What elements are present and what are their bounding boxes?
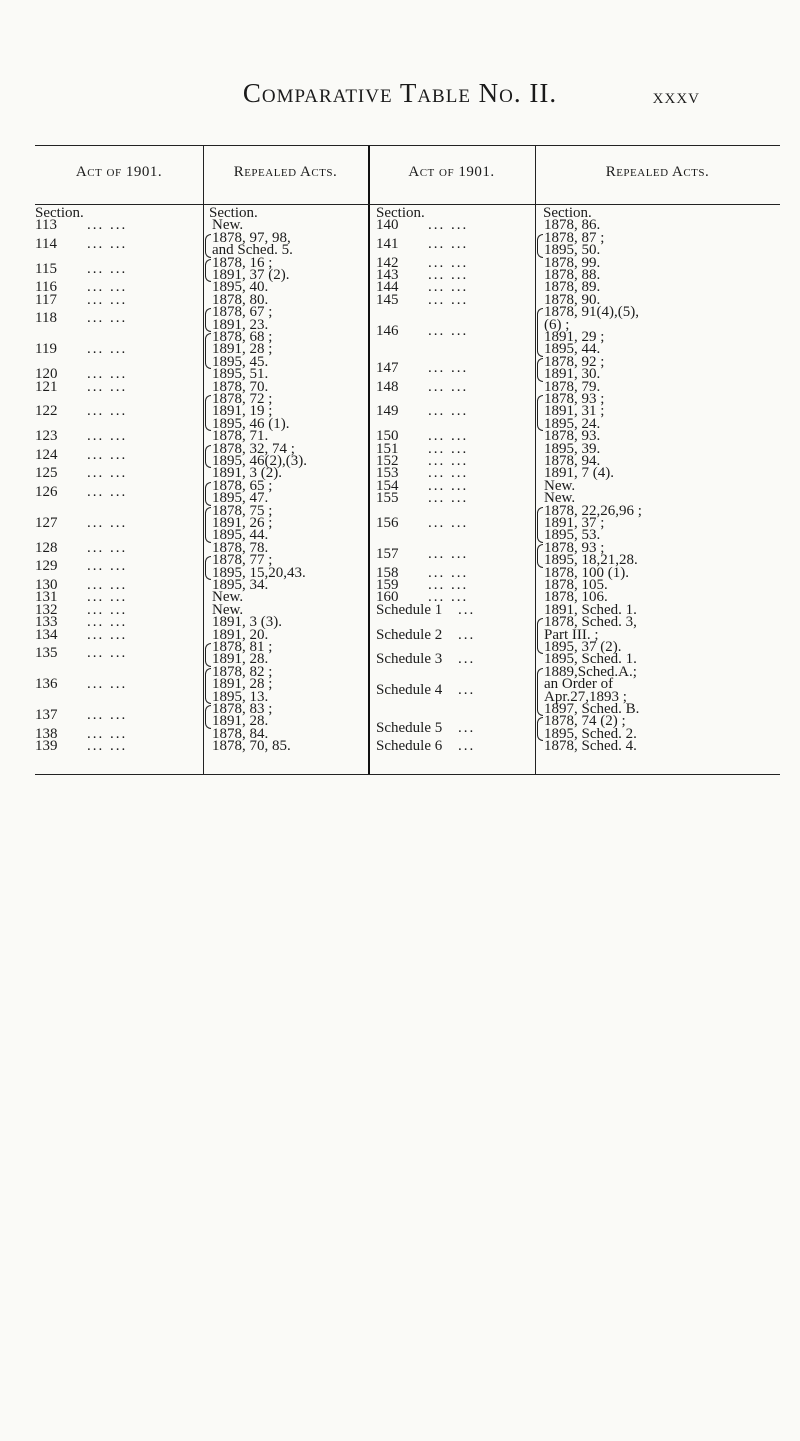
- act-section-cell: 119: [35, 341, 57, 358]
- act-section-cell: Schedule 2: [376, 626, 443, 643]
- repealed-entry-line: 1895, 39.: [544, 440, 601, 457]
- act-section-cell: 121: [35, 378, 58, 395]
- act-section-cell: 151: [376, 440, 399, 457]
- page-number: xxxv: [652, 84, 700, 108]
- grouping-brace: [205, 234, 211, 258]
- leader-dots: ... ...: [87, 446, 128, 463]
- act-section-cell: 130: [35, 577, 58, 593]
- repealed-entry-line: 1878, 32, 74 ;: [212, 440, 295, 457]
- leader-dots: ... ...: [87, 403, 128, 420]
- leader-dots: ... ...: [87, 676, 128, 693]
- repealed-entry-line: 1895, 47.: [212, 490, 269, 507]
- repealed-entry-line: 1891, 19 ;: [212, 403, 273, 420]
- leader-dots: ... ...: [428, 279, 469, 296]
- grouping-brace: [537, 544, 543, 568]
- repealed-entry-line: 1878, 72 ;: [212, 391, 273, 407]
- grouping-brace: [205, 668, 211, 704]
- leader-dots: ... ...: [87, 428, 128, 445]
- repealed-entry-line: (6) ;: [544, 316, 570, 333]
- page-title: Comparative Table No. II.: [242, 78, 558, 108]
- leader-dots: ...: [458, 682, 476, 699]
- act-section-cell: 117: [35, 291, 57, 308]
- repealed-entry-line: Part III. ;: [544, 626, 599, 643]
- comparative-table: [35, 145, 780, 775]
- act-section-cell: Schedule 6: [376, 738, 443, 755]
- repealed-entry-line: 1895, 15,20,43.: [212, 564, 306, 581]
- leader-dots: ... ...: [428, 589, 469, 606]
- repealed-entry-line: 1878, 67 ;: [212, 304, 273, 321]
- repealed-entry-line: 1878, 87 ;: [544, 229, 605, 246]
- act-section-cell: 123: [35, 428, 58, 445]
- act-section-cell: 134: [35, 626, 58, 643]
- leader-dots: ... ...: [428, 477, 469, 494]
- grouping-brace: [205, 705, 211, 729]
- act-section-cell: 136: [35, 676, 58, 693]
- repealed-entry-line: 1895, 44.: [544, 341, 601, 358]
- act-section-cell: 145: [376, 291, 399, 308]
- repealed-entry-line: 1897, Sched. B.: [544, 701, 640, 717]
- act-section-cell: 159: [376, 577, 399, 593]
- repealed-entry-line: 1895, 24.: [544, 415, 601, 432]
- leader-dots: ... ...: [87, 378, 128, 395]
- repealed-entry-line: 1891, 28.: [212, 713, 269, 730]
- leader-dots: ... ...: [428, 453, 469, 469]
- act-section-cell: 115: [35, 260, 57, 277]
- act-section-cell: 129: [35, 558, 58, 575]
- repealed-entry-line: 1895, Sched. 1.: [544, 651, 637, 668]
- col-header-repealed-right: Repealed Acts.: [605, 164, 710, 180]
- grouping-brace: [205, 482, 211, 506]
- leader-dots: ... ...: [87, 539, 128, 556]
- act-section-cell: Schedule 1: [376, 601, 443, 618]
- repealed-entry-line: New.: [212, 601, 244, 618]
- act-section-cell: 149: [376, 403, 399, 420]
- repealed-entry-line: 1891, 28 ;: [212, 676, 273, 693]
- leader-dots: ... ...: [87, 601, 128, 618]
- repealed-entry-line: 1878, 71.: [212, 428, 269, 445]
- grouping-brace: [205, 333, 211, 369]
- repealed-entry-line: 1895, 50.: [544, 242, 601, 259]
- act-section-cell: 153: [376, 465, 399, 482]
- leader-dots: ... ...: [87, 626, 128, 643]
- section-label: Section.: [209, 205, 258, 221]
- leader-dots: ... ...: [428, 254, 469, 271]
- act-section-cell: 122: [35, 403, 58, 420]
- leader-dots: ... ...: [87, 279, 128, 296]
- repealed-entry-line: 1878, 105.: [544, 577, 608, 593]
- act-section-cell: 158: [376, 564, 399, 581]
- repealed-entry-line: 1895, 13.: [212, 688, 269, 705]
- act-section-cell: 155: [376, 490, 399, 507]
- repealed-entry-line: 1878, 80.: [212, 291, 269, 308]
- repealed-entry-line: 1878, 99.: [544, 254, 601, 271]
- repealed-entry-line: 1878, 74 (2) ;: [544, 713, 626, 730]
- repealed-entry-line: New.: [544, 490, 576, 507]
- repealed-entry-line: 1895, 46(2),(3).: [212, 453, 307, 469]
- act-section-cell: 118: [35, 310, 57, 327]
- grouping-brace: [205, 556, 211, 580]
- leader-dots: ... ...: [87, 707, 128, 724]
- leader-dots: ...: [458, 626, 476, 643]
- act-section-cell: 113: [35, 217, 57, 234]
- center-divider: [368, 146, 370, 774]
- repealed-entry-line: 1878, Sched. 3,: [544, 614, 637, 631]
- column-divider: [203, 146, 204, 774]
- repealed-entry-line: 1889,Sched.A.;: [544, 663, 637, 680]
- leader-dots: ... ...: [87, 236, 128, 252]
- leader-dots: ... ...: [87, 341, 128, 358]
- act-section-cell: 131: [35, 589, 58, 606]
- leader-dots: ... ...: [87, 291, 128, 308]
- grouping-brace: [537, 395, 543, 431]
- repealed-entry-line: 1878, 89.: [544, 279, 601, 296]
- grouping-brace: [205, 445, 211, 469]
- section-label: Section.: [35, 205, 84, 221]
- leader-dots: ... ...: [428, 428, 469, 445]
- act-section-cell: Schedule 5: [376, 719, 443, 736]
- leader-dots: ...: [458, 601, 476, 618]
- leader-dots: ... ...: [87, 577, 128, 593]
- leader-dots: ... ...: [428, 291, 469, 308]
- leader-dots: ... ...: [428, 564, 469, 581]
- repealed-entry-line: 1891, 37 (2).: [212, 267, 290, 283]
- repealed-entry-line: 1891, Sched. 1.: [544, 601, 637, 618]
- act-section-cell: 148: [376, 378, 399, 395]
- repealed-entry-line: 1878, 78.: [212, 539, 269, 556]
- repealed-entry-line: 1878, 92 ;: [544, 353, 605, 370]
- leader-dots: ... ...: [87, 589, 128, 606]
- act-section-cell: 128: [35, 539, 58, 556]
- repealed-entry-line: 1878, 16 ;: [212, 254, 273, 271]
- repealed-entry-line: 1891, 31 ;: [544, 403, 605, 420]
- repealed-entry-line: 1878, 22,26,96 ;: [544, 502, 642, 519]
- grouping-brace: [205, 308, 211, 332]
- repealed-entry-line: 1878, 86.: [544, 217, 601, 234]
- grouping-brace: [205, 395, 211, 431]
- act-section-cell: 139: [35, 738, 58, 755]
- repealed-entry-line: 1891, 30.: [544, 366, 601, 383]
- leader-dots: ... ...: [428, 515, 469, 531]
- repealed-entry-line: 1878, 81 ;: [212, 639, 273, 655]
- col-header-repealed-left: Repealed Acts.: [233, 164, 338, 180]
- act-section-cell: 156: [376, 515, 399, 531]
- act-section-cell: 125: [35, 465, 58, 482]
- leader-dots: ... ...: [87, 558, 128, 575]
- act-section-cell: 120: [35, 366, 58, 383]
- repealed-entry-line: 1878, 93.: [544, 428, 601, 445]
- leader-dots: ... ...: [428, 490, 469, 507]
- section-label: Section.: [543, 205, 592, 221]
- repealed-entry-line: 1891, 7 (4).: [544, 465, 614, 482]
- act-section-cell: 132: [35, 601, 58, 618]
- column-divider: [535, 146, 536, 774]
- act-section-cell: 124: [35, 446, 58, 463]
- repealed-entry-line: 1878, 77 ;: [212, 552, 273, 569]
- repealed-entry-line: an Order of: [544, 676, 614, 693]
- repealed-entry-line: 1878, 68 ;: [212, 329, 273, 345]
- repealed-entry-line: 1878, 100 (1).: [544, 564, 629, 581]
- leader-dots: ... ...: [87, 310, 128, 327]
- leader-dots: ... ...: [428, 267, 469, 283]
- repealed-entry-line: 1895, Sched. 2.: [544, 725, 637, 742]
- leader-dots: ... ...: [428, 378, 469, 395]
- grouping-brace: [537, 717, 543, 741]
- grouping-brace: [205, 643, 211, 667]
- repealed-entry-line: 1878, 75 ;: [212, 502, 273, 519]
- col-header-act-right: Act of 1901.: [408, 164, 495, 180]
- repealed-entry-line: New.: [544, 477, 576, 494]
- repealed-entry-line: 1891, 20.: [212, 626, 269, 643]
- leader-dots: ... ...: [428, 322, 469, 339]
- leader-dots: ... ...: [428, 217, 469, 234]
- repealed-entry-line: 1878, 97, 98,: [212, 229, 291, 246]
- leader-dots: ... ...: [428, 236, 469, 252]
- grouping-brace: [537, 618, 543, 654]
- repealed-entry-line: 1878, 70, 85.: [212, 738, 291, 755]
- leader-dots: ... ...: [428, 546, 469, 562]
- repealed-entry-line: New.: [212, 589, 244, 606]
- repealed-entry-line: 1878, 79.: [544, 378, 601, 395]
- leader-dots: ... ...: [87, 645, 128, 662]
- act-section-cell: 126: [35, 484, 58, 500]
- repealed-entry-line: 1878, 70.: [212, 378, 269, 395]
- grouping-brace: [205, 259, 211, 283]
- act-section-cell: 142: [376, 254, 399, 271]
- repealed-entry-line: 1878, 84.: [212, 725, 269, 742]
- repealed-entry-line: Apr.27,1893 ;: [544, 688, 627, 705]
- grouping-brace: [537, 308, 543, 357]
- act-section-cell: 157: [376, 546, 399, 562]
- leader-dots: ... ...: [428, 465, 469, 482]
- repealed-entry-line: 1895, 37 (2).: [544, 639, 622, 655]
- repealed-entry-line: 1891, 37 ;: [544, 515, 605, 531]
- repealed-entry-line: 1895, 45.: [212, 353, 269, 370]
- act-section-cell: 127: [35, 515, 58, 531]
- leader-dots: ... ...: [428, 440, 469, 457]
- act-section-cell: Schedule 4: [376, 682, 443, 699]
- repealed-entry-line: 1891, 23.: [212, 316, 269, 333]
- section-label: Section.: [376, 205, 425, 221]
- repealed-entry-line: 1895, 40.: [212, 279, 269, 296]
- act-section-cell: 160: [376, 589, 399, 606]
- leader-dots: ... ...: [87, 738, 128, 755]
- leader-dots: ... ...: [428, 360, 469, 376]
- repealed-entry-line: 1878, 91(4),(5),: [544, 304, 639, 321]
- leader-dots: ...: [458, 651, 476, 668]
- leader-dots: ... ...: [428, 403, 469, 420]
- grouping-brace: [537, 507, 543, 543]
- act-section-cell: 154: [376, 477, 399, 494]
- col-header-act-left: Act of 1901.: [75, 164, 163, 180]
- repealed-entry-line: 1878, 83 ;: [212, 701, 273, 717]
- repealed-entry-line: 1891, 28 ;: [212, 341, 273, 358]
- grouping-brace: [537, 668, 543, 717]
- repealed-entry-line: 1895, 18,21,28.: [544, 552, 638, 569]
- repealed-entry-line: New.: [212, 217, 244, 234]
- repealed-entry-line: 1878, 88.: [544, 267, 601, 283]
- repealed-entry-line: 1878, 93 ;: [544, 539, 605, 556]
- repealed-entry-line: 1895, 44.: [212, 527, 269, 544]
- repealed-entry-line: 1891, 29 ;: [544, 329, 605, 345]
- grouping-brace: [537, 358, 543, 382]
- grouping-brace: [537, 234, 543, 258]
- repealed-entry-line: 1878, 65 ;: [212, 477, 273, 494]
- leader-dots: ... ...: [87, 260, 128, 277]
- repealed-entry-line: 1878, 106.: [544, 589, 608, 606]
- act-section-cell: 143: [376, 267, 399, 283]
- act-section-cell: 147: [376, 360, 399, 376]
- repealed-entry-line: 1878, 93 ;: [544, 391, 605, 407]
- repealed-entry-line: 1895, 46 (1).: [212, 415, 290, 432]
- repealed-entry-line: 1895, 53.: [544, 527, 601, 544]
- leader-dots: ... ...: [87, 484, 128, 500]
- act-section-cell: 138: [35, 725, 58, 742]
- repealed-entry-line: 1891, 26 ;: [212, 515, 273, 531]
- act-section-cell: 150: [376, 428, 399, 445]
- leader-dots: ... ...: [87, 725, 128, 742]
- leader-dots: ...: [458, 738, 476, 755]
- repealed-entry-line: 1878, 90.: [544, 291, 601, 308]
- repealed-entry-line: 1895, 51.: [212, 366, 269, 383]
- repealed-entry-line: 1895, 34.: [212, 577, 269, 593]
- act-section-cell: 116: [35, 279, 57, 296]
- repealed-entry-line: 1891, 28.: [212, 651, 269, 668]
- leader-dots: ...: [458, 719, 476, 736]
- leader-dots: ... ...: [87, 614, 128, 631]
- leader-dots: ... ...: [87, 366, 128, 383]
- act-section-cell: 114: [35, 236, 57, 252]
- act-section-cell: Schedule 3: [376, 651, 443, 668]
- leader-dots: ... ...: [87, 515, 128, 531]
- act-section-cell: 140: [376, 217, 399, 234]
- leader-dots: ... ...: [87, 465, 128, 482]
- act-section-cell: 135: [35, 645, 58, 662]
- repealed-entry-line: 1891, 3 (2).: [212, 465, 282, 482]
- act-section-cell: 146: [376, 322, 399, 339]
- act-section-cell: 133: [35, 614, 58, 631]
- act-section-cell: 144: [376, 279, 399, 296]
- act-section-cell: 152: [376, 453, 399, 469]
- leader-dots: ... ...: [87, 217, 128, 234]
- repealed-entry-line: 1891, 3 (3).: [212, 614, 282, 631]
- grouping-brace: [205, 507, 211, 543]
- repealed-entry-line: 1878, 94.: [544, 453, 601, 469]
- repealed-entry-line: 1878, Sched. 4.: [544, 738, 637, 755]
- running-head: [0, 78, 800, 118]
- leader-dots: ... ...: [428, 577, 469, 593]
- repealed-entry-line: 1878, 82 ;: [212, 663, 273, 680]
- repealed-entry-line: and Sched. 5.: [212, 242, 293, 259]
- act-section-cell: 137: [35, 707, 58, 724]
- act-section-cell: 141: [376, 236, 399, 252]
